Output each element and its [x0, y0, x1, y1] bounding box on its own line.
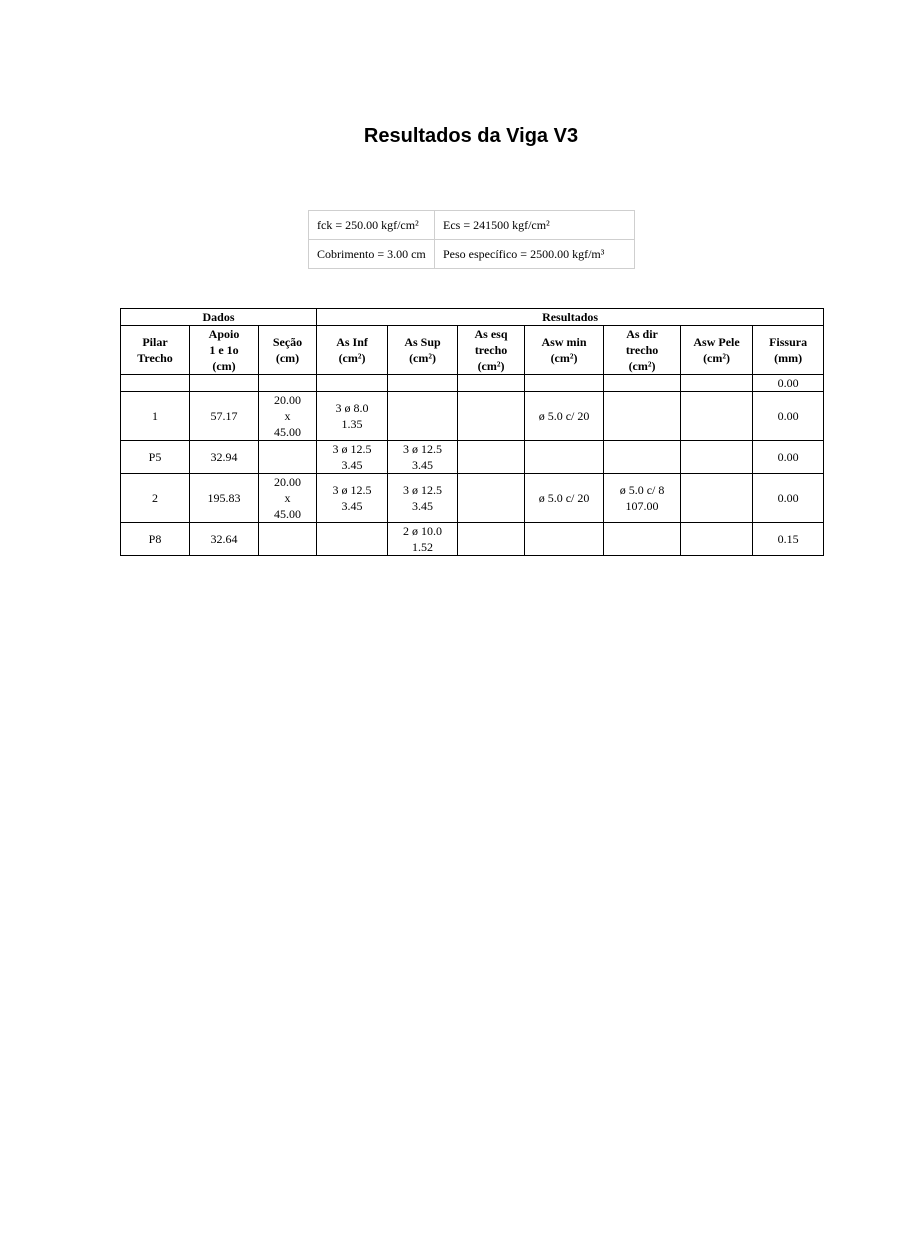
cell-as-sup	[388, 392, 458, 441]
header-line: Asw min	[541, 335, 587, 349]
results-body	[121, 375, 824, 556]
cell-as-dir-trecho	[604, 441, 681, 474]
cell-line: 3 ø 12.5	[403, 483, 443, 497]
header-line: (cm²)	[550, 351, 578, 365]
cell-asw-pele	[681, 441, 753, 474]
group-header-row	[121, 309, 824, 326]
cell-fissura	[753, 441, 824, 474]
cell-line: 45.00	[274, 425, 302, 439]
header-line: As Inf	[336, 335, 368, 349]
cell-secao	[259, 392, 317, 441]
cell-as-sup	[388, 441, 458, 474]
cell-line: 20.00	[274, 475, 302, 489]
cell-secao	[259, 375, 317, 392]
header-line: trecho	[625, 343, 659, 357]
cell-secao	[259, 441, 317, 474]
cell-line: 3.45	[341, 458, 363, 472]
cell-line: ø 5.0 c/ 20	[538, 409, 590, 423]
column-header-apoio	[190, 326, 259, 375]
table-row	[121, 523, 824, 556]
cell-line: 1	[152, 409, 158, 423]
header-line: (cm²)	[409, 351, 436, 365]
cell-apoio	[190, 392, 259, 441]
cell-line: 45.00	[274, 507, 302, 521]
cell-apoio	[190, 375, 259, 392]
cell-line: 195.83	[207, 491, 241, 505]
column-header-as-inf	[317, 326, 388, 375]
cell-as-inf	[317, 392, 388, 441]
results-table	[120, 308, 824, 556]
parameters-table	[308, 210, 635, 269]
cell-apoio	[190, 474, 259, 523]
header-line: Pilar	[142, 335, 168, 349]
cell-pilar-trecho	[121, 523, 190, 556]
cell-asw-pele	[681, 392, 753, 441]
cell-line: P8	[148, 532, 162, 546]
cell-fissura	[753, 375, 824, 392]
cell-line: 1.35	[341, 417, 363, 431]
header-line: (cm²)	[703, 351, 730, 365]
cell-as-inf	[317, 523, 388, 556]
cell-line: 2	[152, 491, 158, 505]
cell-as-inf	[317, 474, 388, 523]
header-line: (cm²)	[628, 359, 656, 373]
page-title: Resultados da Viga V3	[363, 125, 579, 147]
table-row	[121, 441, 824, 474]
cell-line: 3 ø 12.5	[403, 442, 443, 456]
cell-line: 3.45	[412, 499, 434, 513]
cell-asw-min	[525, 523, 604, 556]
header-line: (cm)	[275, 351, 300, 365]
cell-line: 2 ø 10.0	[403, 524, 443, 538]
cell-pilar-trecho	[121, 441, 190, 474]
cell-pilar-trecho	[121, 375, 190, 392]
cell-asw-min	[525, 392, 604, 441]
cell-asw-pele	[681, 375, 753, 392]
cell-asw-min	[525, 375, 604, 392]
table-row	[121, 392, 824, 441]
cell-fissura	[753, 392, 824, 441]
cell-as-inf	[317, 441, 388, 474]
header-line: (cm)	[212, 359, 236, 373]
column-header-pilar-trecho	[121, 326, 190, 375]
cell-asw-pele	[681, 474, 753, 523]
cell-as-esq-trecho	[458, 474, 525, 523]
cell-as-dir-trecho	[604, 474, 681, 523]
cell-line: 0.15	[777, 532, 799, 546]
cell-line: 0.00	[777, 491, 799, 505]
header-line: Asw Pele	[693, 335, 740, 349]
cell-secao	[259, 474, 317, 523]
header-line: (mm)	[774, 351, 803, 365]
header-line: As Sup	[404, 335, 441, 349]
cell-line: ø 5.0 c/ 20	[538, 491, 590, 505]
cell-as-sup	[388, 474, 458, 523]
table-row	[121, 474, 824, 523]
group-header-resultados: Resultados	[317, 309, 824, 326]
cell-secao	[259, 523, 317, 556]
cell-line: 0.00	[777, 450, 799, 464]
header-line: (cm²)	[338, 351, 366, 365]
column-header-as-esq-trecho	[458, 326, 525, 375]
column-header-fissura	[753, 326, 824, 375]
cell-line: P5	[148, 450, 162, 464]
cell-line: 107.00	[625, 499, 659, 513]
cell-as-esq-trecho	[458, 523, 525, 556]
cell-as-esq-trecho	[458, 392, 525, 441]
column-header-as-dir-trecho	[604, 326, 681, 375]
header-line: 1 e 1o	[209, 343, 239, 357]
cell-apoio	[190, 523, 259, 556]
fck-value: fck = 250.00 kgf/cm²	[309, 211, 435, 240]
cell-as-esq-trecho	[458, 375, 525, 392]
column-header-secao	[259, 326, 317, 375]
cell-line: 3 ø 12.5	[332, 483, 372, 497]
header-line: As dir	[626, 327, 658, 341]
cell-line: 32.94	[210, 450, 238, 464]
column-header-row	[121, 326, 824, 375]
cell-line: 20.00	[274, 393, 302, 407]
header-line: Apoio	[208, 327, 240, 341]
cell-line: ø 5.0 c/ 8	[619, 483, 665, 497]
header-line: Fissura	[769, 335, 808, 349]
cell-fissura	[753, 474, 824, 523]
cell-line: 57.17	[210, 409, 238, 423]
cobrimento-value: Cobrimento = 3.00 cm	[309, 240, 435, 269]
cell-line: 3 ø 12.5	[332, 442, 372, 456]
cell-asw-min	[525, 441, 604, 474]
header-line: Trecho	[137, 351, 173, 365]
cell-apoio	[190, 441, 259, 474]
cell-as-dir-trecho	[604, 392, 681, 441]
cell-line: 3.45	[341, 499, 363, 513]
cell-line: x	[284, 491, 291, 505]
cell-pilar-trecho	[121, 474, 190, 523]
cell-asw-min	[525, 474, 604, 523]
cell-as-esq-trecho	[458, 441, 525, 474]
peso-especifico-value: Peso específico = 2500.00 kgf/m³	[435, 240, 635, 269]
cell-line: 3.45	[412, 458, 434, 472]
parameters-row	[309, 211, 635, 240]
cell-line: x	[284, 409, 291, 423]
cell-fissura	[753, 523, 824, 556]
cell-asw-pele	[681, 523, 753, 556]
cell-line: 0.00	[777, 376, 799, 390]
header-line: As esq	[474, 327, 508, 341]
cell-line: 3 ø 8.0	[335, 401, 369, 415]
cell-as-inf	[317, 375, 388, 392]
cell-line: 1.52	[412, 540, 434, 554]
parameters-row	[309, 240, 635, 269]
header-line: (cm²)	[477, 359, 505, 373]
column-header-asw-pele	[681, 326, 753, 375]
cell-as-sup	[388, 523, 458, 556]
cell-as-dir-trecho	[604, 523, 681, 556]
cell-pilar-trecho	[121, 392, 190, 441]
ecs-value: Ecs = 241500 kgf/cm²	[435, 211, 635, 240]
group-header-dados: Dados	[121, 309, 317, 326]
header-line: Seção	[272, 335, 303, 349]
column-header-as-sup	[388, 326, 458, 375]
cell-line: 0.00	[777, 409, 799, 423]
cell-as-sup	[388, 375, 458, 392]
cell-line: 32.64	[210, 532, 238, 546]
cell-as-dir-trecho	[604, 375, 681, 392]
column-header-asw-min	[525, 326, 604, 375]
header-line: trecho	[474, 343, 508, 357]
table-row	[121, 375, 824, 392]
